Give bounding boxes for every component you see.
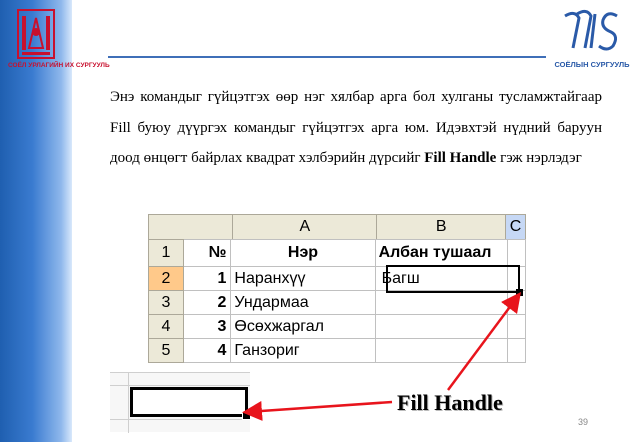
row-header-4: 4 [149, 315, 184, 339]
cell-position-empty[interactable] [375, 291, 507, 315]
cell-num: 2 [183, 291, 230, 315]
left-logo-text: СОЁЛ УРЛАГИЙН ИХ СУРГУУЛЬ [8, 62, 110, 69]
column-header-a: A [233, 215, 377, 240]
column-header-c: C [506, 215, 526, 240]
row-header-3: 3 [149, 291, 184, 315]
zoomed-fill-handle [242, 411, 251, 420]
cell-header-name: Нэр [231, 240, 375, 267]
cell-num: 1 [183, 267, 230, 291]
university-emblem-icon [16, 8, 56, 60]
row-header-1: 1 [149, 240, 184, 267]
paragraph-bold-term: Fill Handle [424, 150, 497, 166]
right-logo-text: СОЁЛЫН СУРГУУЛЬ [554, 60, 630, 69]
row-header-5: 5 [149, 339, 184, 363]
left-logo [8, 8, 110, 82]
page-number: 39 [578, 417, 589, 427]
cell-position-empty[interactable] [375, 315, 507, 339]
zoomed-cell-illustration [110, 372, 250, 432]
arrow-to-zoomed-handle [247, 402, 392, 412]
cell-name: Өсөхжаргал [231, 315, 375, 339]
header-rule [108, 56, 546, 58]
cell-header-position: Албан тушаал [375, 240, 507, 267]
school-monogram-icon [559, 8, 625, 54]
cell-num: 3 [183, 315, 230, 339]
cell-header-num: № [183, 240, 230, 267]
cell-position-empty[interactable] [375, 339, 507, 363]
zoomed-active-cell [130, 387, 248, 417]
column-header-b: B [377, 215, 506, 240]
cell-name: Наранхүү [231, 267, 375, 291]
spreadsheet-grid [148, 239, 526, 364]
fill-handle[interactable] [516, 289, 523, 296]
cell-position[interactable]: Багш [375, 267, 507, 291]
paragraph-text: Энэ командыг гүйцэтгэх өөр нэг хялбар арга бол хулганы тусламжтайгаар Fill буюу дүүргэх командыг гүйцэтгэх арга юм. Идэвхтэй нүдний баруун доод өнцөгт байрлах квадрат хэлбэрийн дүрсийг [110, 89, 602, 166]
row-header-2: 2 [149, 267, 184, 291]
cell-num: 4 [183, 339, 230, 363]
corner-cell [149, 215, 233, 240]
active-cell-border [386, 265, 520, 293]
paragraph-text-end: гэж нэрлэдэг [496, 150, 582, 166]
cell-name: Ганзориг [231, 339, 375, 363]
fill-handle-label: Fill Handle [397, 390, 503, 415]
cell-name: Ундармаа [231, 291, 375, 315]
right-logo [552, 8, 632, 70]
body-paragraph [110, 82, 602, 174]
